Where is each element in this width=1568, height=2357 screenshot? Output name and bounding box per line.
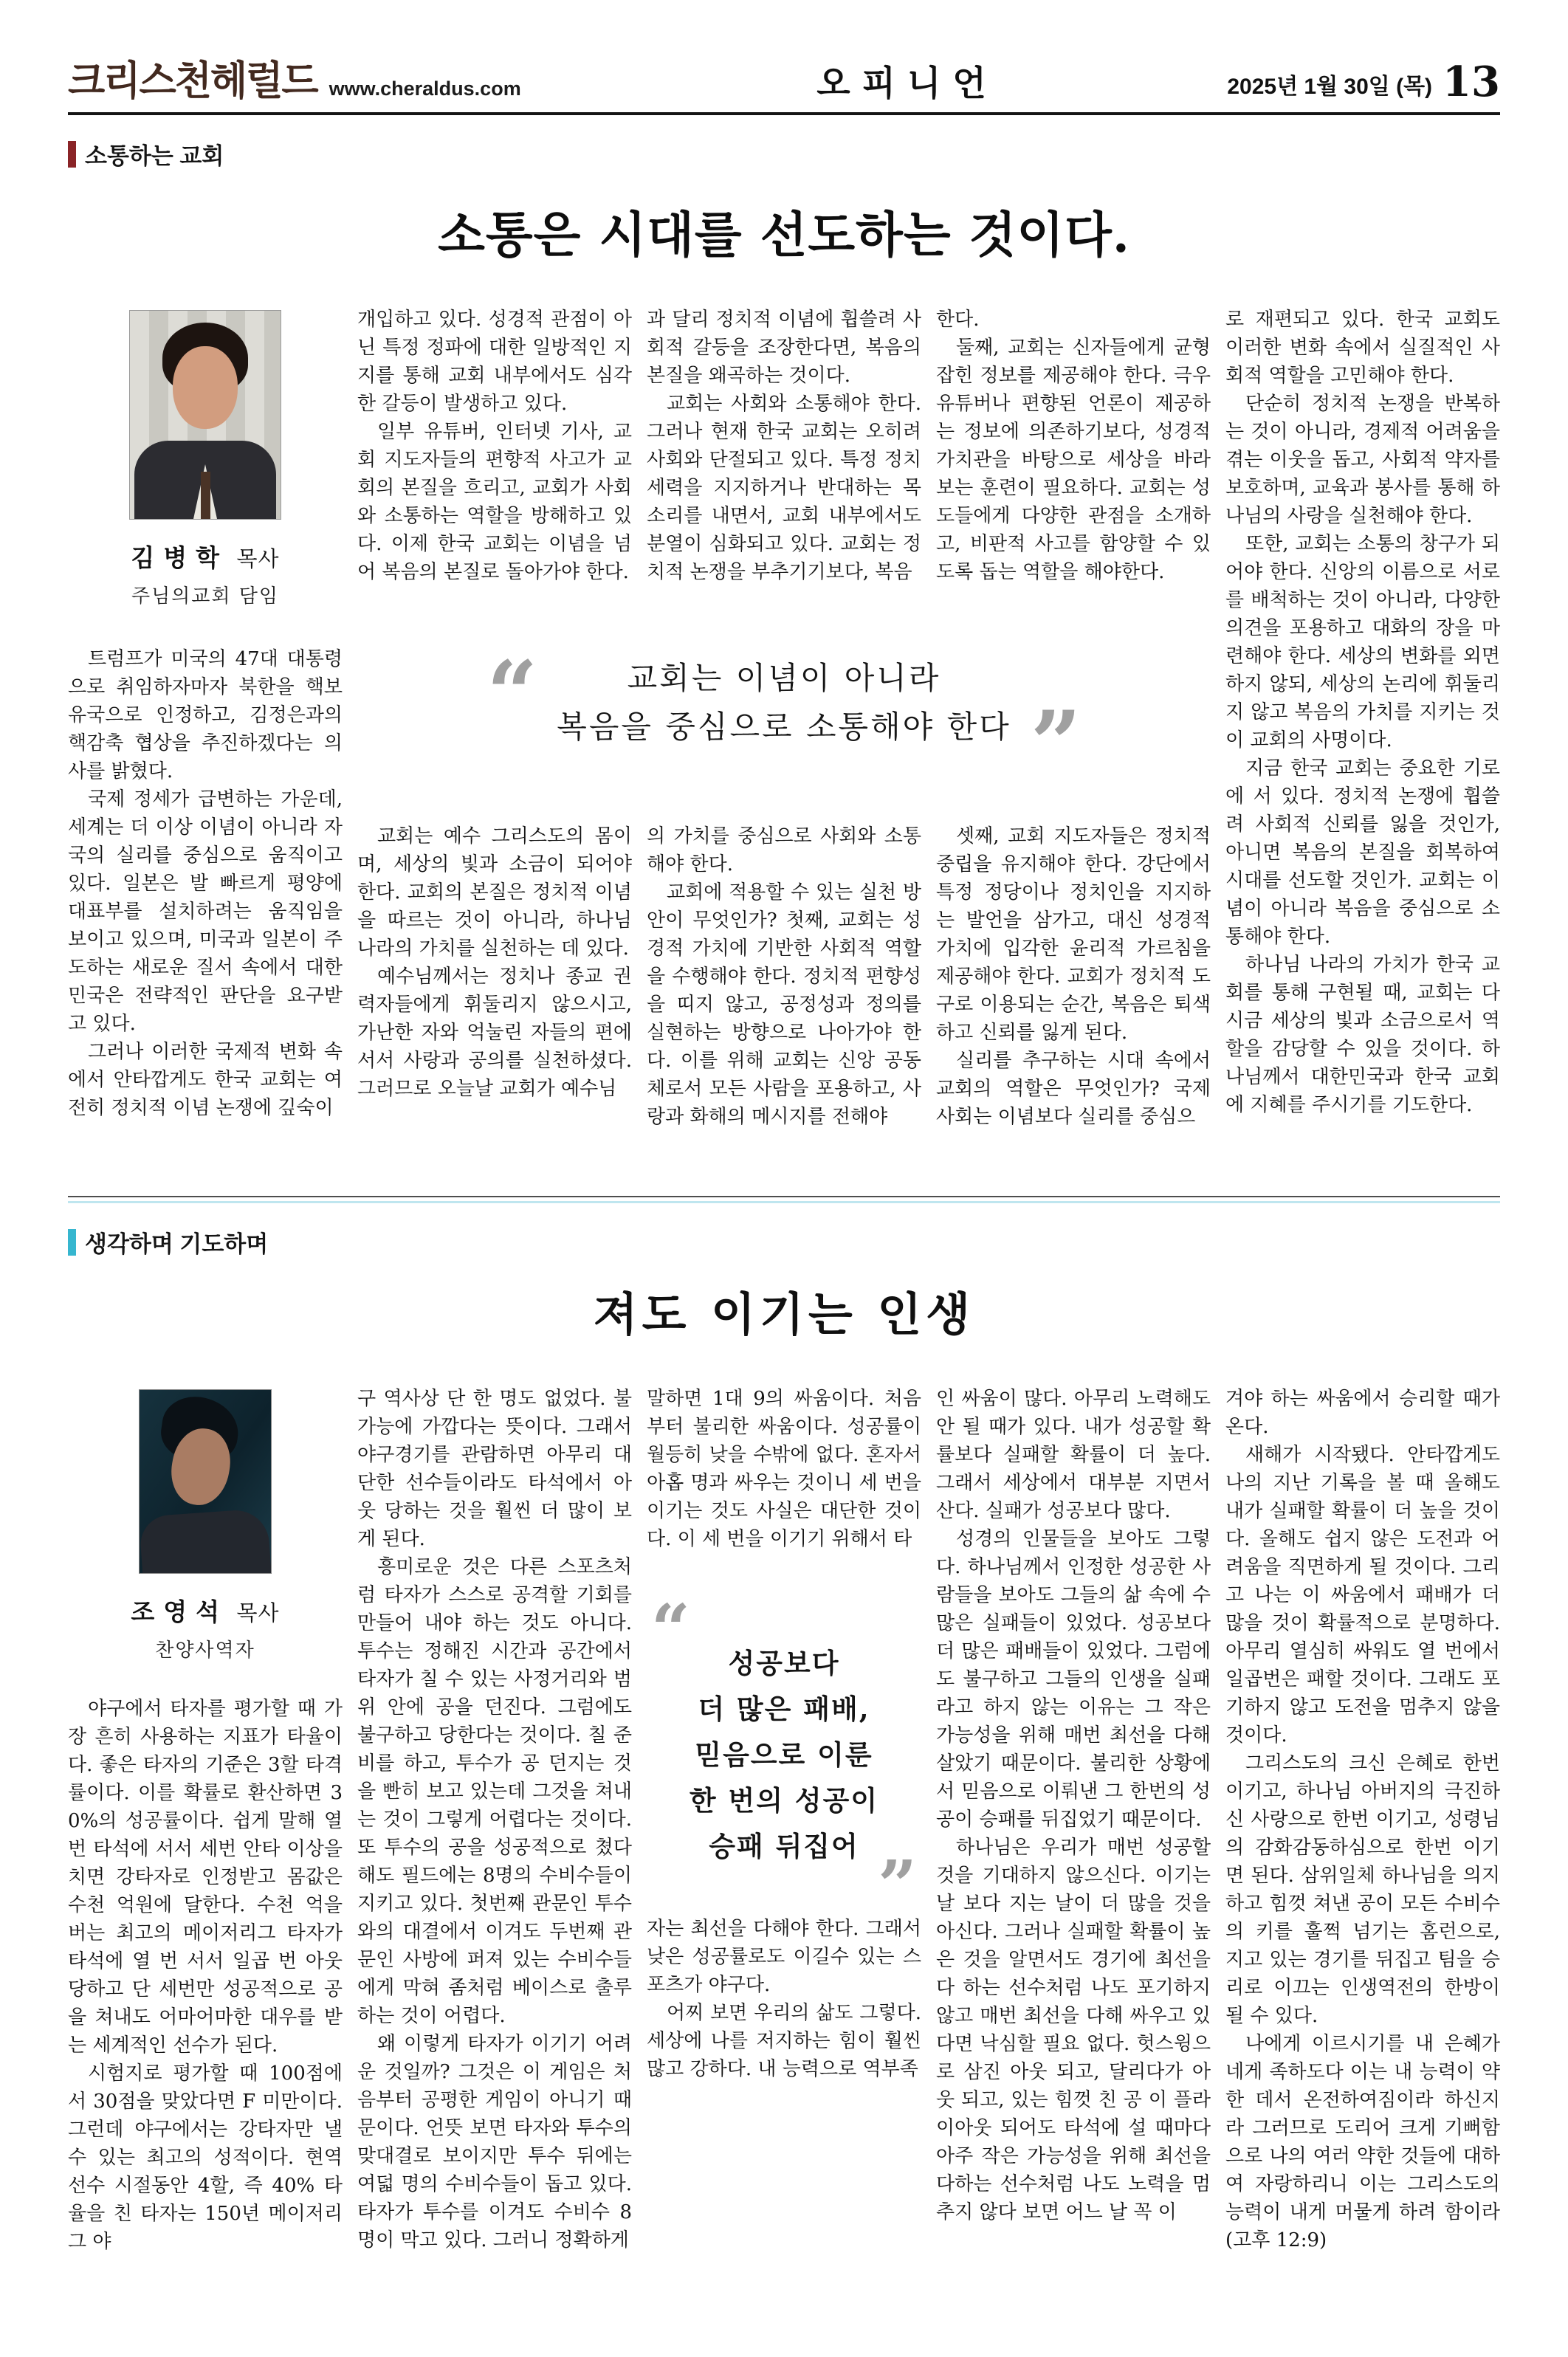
close-quote-icon: ”: [878, 1845, 917, 1925]
paragraph: 그러나 이러한 국제적 변화 속에서 안타깝게도 한국 교회는 여전히 정치적 이념 논쟁에 깊숙이: [68, 1041, 343, 1119]
paragraph: 한 번의 성공이: [689, 1784, 879, 1817]
pull-quote-1-text: [557, 654, 1011, 751]
paragraph: 야구에서 타자를 평가할 때 가장 흔히 사용하는 지표가 타율이다. 좋은 타자의 기준은 3할 타격률이다. 이를 확률로 환산하면 30%의 성공률이다. 쉽게 말해 열 번 타석에 서서 세번 안타 이상을 치면 강타자로 인정받고 몸값은 수천 억원에 달한다. 수천 억을 버는 최고의 메이저리그 타자가 타석에 열 번 서서 일곱 번 아웃 당하고 단 세번만 성공적으로 공을 쳐내도 어마어마한 대우를 받는 세계적인 선수가 된다.: [68, 1698, 343, 2057]
paragraph: 교회는 이념이 아니라: [627, 660, 941, 696]
article-2-col1-text: [68, 1695, 343, 2256]
section-accent-bar-red: [68, 141, 76, 168]
pull-quote-1: [379, 641, 1189, 796]
paragraph: 새해가 시작됐다. 안타깝게도 나의 지난 기록을 볼 때 올해도 내가 실패할 확률이 더 높을 것이다. 올해도 쉽지 않은 도전과 어려움을 직면하게 될 것이다. 그리고 나는 이 싸움에서 패배가 더 많을 것이 확률적으로 분명하다. 아무리 열심히 싸워도 열 번에서 일곱번은 패할 것이다. 그래도 포기하지 않고 도전을 멈추지 않을 것이다.: [1225, 1444, 1500, 1747]
section-label-1-text: 소통하는 교회: [85, 143, 224, 169]
author-1-name: 김병학 목사: [131, 543, 280, 572]
article-2-title: 져도 이기는 인생: [593, 1287, 975, 1341]
paragraph: 겨야 하는 싸움에서 승리할 때가 온다.: [1225, 1388, 1500, 1438]
paragraph: 의 가치를 중심으로 사회와 소통해야 한다.: [647, 825, 921, 875]
article-1-bottom-band: [357, 822, 1211, 1131]
section-label-2: [68, 1225, 1500, 1259]
author-2-name: 조영석 목사: [131, 1597, 280, 1626]
author-2-photo: [139, 1389, 272, 1574]
paragraph: 복음을 중심으로 소통해야 한다: [557, 709, 1011, 745]
article-1-title: 소통은 시대를 선도하는 것이다.: [438, 206, 1130, 264]
author-2-figure: [68, 1389, 343, 1662]
author-1-photo: [129, 310, 281, 520]
paragraph: 하나님은 우리가 매번 성공할 것을 기대하지 않으신다. 이기는 날 보다 지는 날이 더 많을 것을 아신다. 그러나 실패할 확률이 높은 것을 알면서도 경기에 최선을 다 하는 선수처럼 나도 포기하지 않고 매번 최선을 다해 싸우고 있다면 낙심할 필요 없다. 헛스윙으로 삼진 아웃 되고, 달리다가 아웃 되고, 있는 힘껏 친 공 이 플라이아웃 되어도 타석에 설 때마다 아주 작은 가능성을 위해 최선을 다하는 선수처럼 나도 노력을 멈추지 않다 보면 어느 날 꼭 이: [936, 1837, 1211, 2223]
article-communication-church: [68, 137, 1500, 1190]
masthead-right: [1227, 57, 1500, 106]
close-quote-icon: ”: [1030, 692, 1082, 796]
article-2-column-4: [936, 1385, 1211, 2306]
page-section-title: 오피니언: [816, 63, 998, 103]
paragraph: 성경의 인물들을 보아도 그렇다. 하나님께서 인정한 성공한 사람들을 보아도 그들의 삶 속에 수많은 실패들이 있었다. 성공보다 더 많은 패배들이 있었다. 그럼에도 불구하고 그들의 인생을 실패라고 하지 않는 이유는 그 작은 가능성을 위해 매번 최선을 다해 살았기 때문이다. 불리한 상황에서 믿음으로 이뤄낸 그 한번의 성공이 승패를 뒤집었기 때문이다.: [936, 1528, 1211, 1831]
section-label-1: [68, 137, 1500, 171]
paragraph: 인 싸움이 많다. 아무리 노력해도 안 될 때가 있다. 내가 성공할 확률보다 실패할 확률이 더 높다. 그래서 세상에서 대부분 지면서 산다. 실패가 성공보다 많다.: [936, 1388, 1211, 1522]
website-url: www.cheraldus.com: [329, 78, 521, 100]
paragraph: 그리스도의 크신 은혜로 한번 이기고, 하나님 아버지의 극진하신 사랑으로 한번 이기고, 성령님의 감화감동하심으로 한번 이기면 된다. 삼위일체 하나님을 의지하고 힘껏 쳐낸 공이 모든 수비수의 키를 훌쩍 넘기는 홈런으로, 지고 있는 경기를 뒤집고 팀을 승리로 이끄는 인생역전의 한방이 될 수 있다.: [1225, 1752, 1500, 2027]
section-accent-bar-cyan: [68, 1229, 76, 1256]
photo-face: [173, 346, 238, 429]
article-2-column-3: [647, 1385, 921, 2306]
masthead: [68, 57, 1500, 115]
article-2-col3-top: [647, 1385, 921, 1553]
article-2-body: [68, 1385, 1500, 2306]
paragraph: 교회에 적용할 수 있는 실천 방안이 무엇인가? 첫째, 교회는 성경적 가치에 기반한 사회적 역할을 수행해야 한다. 정치적 편향성을 띠지 않고, 공정성과 정의를 실현하는 방향으로 나아가야 한다. 이를 위해 교회는 신앙 공동체로서 모든 사람을 포용하고, 사랑과 화해의 메시지를 전해야: [647, 881, 921, 1128]
paragraph: 구 역사상 단 한 명도 없었다. 불가능에 가깝다는 뜻이다. 그래서 야구경기를 관람하면 아무리 대단한 선수들이라도 타석에서 아웃 당하는 것을 훨씬 더 많이 보게 된다.: [357, 1388, 632, 1550]
section-label-2-text: 생각하며 기도하며: [85, 1231, 269, 1257]
pull-quote-2-text: [654, 1640, 914, 1869]
paragraph: 나에게 이르시기를 내 은혜가 네게 족하도다 이는 내 능력이 약한 데서 온전하여짐이라 하신지라 그러므로 도리어 크게 기뻐함으로 나의 여러 약한 것들에 대하여 자랑하리니 이는 그리스도의 능력이 내게 머물게 하려 함이라 (고후 12:9): [1225, 2033, 1500, 2251]
paragraph: 단순히 정치적 논쟁을 반복하는 것이 아니라, 경제적 어려움을 겪는 이웃을 돕고, 사회적 약자를 보호하며, 교육과 봉사를 통해 하나님의 사랑을 실천해야 한다.: [1225, 393, 1500, 527]
article-1-column-2-bottom: [357, 822, 632, 1131]
paragraph: 둘째, 교회는 신자들에게 균형 잡힌 정보를 제공해야 한다. 극우 유튜버나 편향된 언론이 제공하는 정보에 의존하기보다, 성경적 가치관을 바탕으로 세상을 바라보는 훈련이 필요하다. 교회는 성도들에게 다양한 관점을 소개하고, 비판적 사고를 함양할 수 있도록 돕는 역할을 해야한다.: [936, 337, 1211, 583]
masthead-left: [68, 58, 521, 104]
paragraph: 국제 정세가 급변하는 가운데, 세계는 더 이상 이념이 아니라 자국의 실리를 중심으로 움직이고 있다. 일본은 발 빠르게 평양에 대표부를 설치하려는 움직임을 보이고 있으며, 미국과 일본이 주도하는 새로운 질서 속에서 대한민국은 전략적인 판단을 요구받고 있다.: [68, 788, 343, 1035]
paragraph: 개입하고 있다. 성경적 관점이 아닌 특정 정파에 대한 일방적인 지지를 통해 교회 내부에서도 심각한 갈등이 발생하고 있다.: [357, 309, 632, 415]
paragraph: 더 많은 패배,: [698, 1693, 870, 1725]
author-2-affiliation: 찬양사역자: [155, 1639, 255, 1662]
paragraph: 로 재편되고 있다. 한국 교회도 이러한 변화 속에서 실질적인 사회적 역할을 고민해야 한다.: [1225, 309, 1500, 387]
article-1-column-4-bottom: [936, 822, 1211, 1131]
paragraph: 하나님 나라의 가치가 한국 교회를 통해 구현될 때, 교회는 다시금 세상의 빛과 소금으로서 역할을 감당할 수 있을 것이다. 하나님께서 대한민국과 한국 교회에 지혜를 주시기를 기도한다.: [1225, 954, 1500, 1116]
paragraph: 믿음으로 이룬: [695, 1738, 873, 1771]
article-1-column-2-top: [357, 306, 632, 586]
paragraph: 교회는 사회와 소통해야 한다. 그러나 현재 한국 교회는 오히려 사회와 단절되고 있다. 특정 정치 세력을 지지하거나 반대하는 목소리를 내면서, 교회 내부에서도 분열이 심화되고 있다. 교회는 정치적 논쟁을 부추기기보다, 복음: [647, 393, 921, 583]
paragraph: 자는 최선을 다해야 한다. 그래서 낮은 성공률로도 이길수 있는 스포츠가 야구다.: [647, 1918, 921, 1996]
article-1-column-3-top: [647, 306, 921, 586]
paragraph: 흥미로운 것은 다른 스포츠처럼 타자가 스스로 공격할 기회를 만들어 내야 하는 것도 아니다. 투수는 정해진 시간과 공간에서 타자가 칠 수 있는 사정거리와 범위 안에 공을 던진다. 그럼에도 불구하고 당한다는 것이다. 칠 준비를 하고, 투수가 공 던지는 것을 빤히 보고 있는데 그것을 쳐내는 것이 그렇게 어렵다는 것이다. 또 투수의 공을 성공적으로 쳤다 해도 필드에는 8명의 수비수들이 지키고 있다. 첫번째 관문인 투수와의 대결에서 이겨도 두번째 관문인 사방에 퍼져 있는 수비수들에게 막혀 좀처럼 베이스로 출루하는 것이 어렵다.: [357, 1556, 632, 2027]
page-number: 13: [1443, 57, 1500, 106]
paragraph: 시험지로 평가할 때 100점에서 30점을 맞았다면 F 미만이다. 그런데 야구에서는 강타자만 낼 수 있는 최고의 성적이다. 현역 선수 시절동안 4할, 즉 40% 타율을 친 타자는 150년 메이저리그 야: [68, 2062, 343, 2253]
paragraph: 과 달리 정치적 이념에 휩쓸려 사회적 갈등을 조장한다면, 복음의 본질을 왜곡하는 것이다.: [647, 309, 921, 387]
paragraph: 실리를 추구하는 시대 속에서 교회의 역할은 무엇인가? 국제 사회는 이념보다 실리를 중심으: [936, 1050, 1211, 1128]
divider-light-rule: [68, 1201, 1500, 1203]
newspaper-logo: 크리스천헤럴드: [68, 58, 317, 104]
article-2-column-5: [1225, 1385, 1500, 2306]
article-1-column-1: [68, 306, 343, 1190]
paragraph: 한다.: [936, 309, 980, 331]
photo-coat: [139, 1508, 272, 1574]
paragraph: 왜 이렇게 타자가 이기기 어려운 것일까? 그것은 이 게임은 처음부터 공평한 게임이 아니기 때문이다. 언뜻 보면 타자와 투수의 맞대결로 보이지만 투수 뒤에는 여덟 명의 수비수들이 돕고 있다. 타자가 투수를 이겨도 수비수 8명이 막고 있다. 그러니 정확하게: [357, 2033, 632, 2251]
photo-tie: [201, 472, 210, 519]
author-1-affiliation: 주님의교회 담임: [131, 585, 280, 608]
paragraph: 트럼프가 미국의 47대 대통령으로 취임하자마자 북한을 핵보유국으로 인정하고, 김정은과의 핵감축 협상을 추진하겠다는 의사를 밝혔다.: [68, 648, 343, 782]
article-1-body: [68, 306, 1500, 1190]
article-1-middle-columns: [357, 306, 1211, 1190]
paragraph: 성공보다: [728, 1647, 840, 1679]
article-1-column-3-bottom: [647, 822, 921, 1131]
paragraph: 셋째, 교회 지도자들은 정치적 중립을 유지해야 한다. 강단에서 특정 정당이나 정치인을 지지하는 발언을 삼가고, 대신 성경적 가치에 입각한 윤리적 가르침을 제공해야 한다. 교회가 정치적 도구로 이용되는 순간, 복음은 퇴색하고 신뢰를 잃게 된다.: [936, 825, 1211, 1044]
paragraph: 어찌 보면 우리의 삶도 그렇다. 세상에 나를 저지하는 힘이 훨씬 많고 강하다. 내 능력으로 역부족: [647, 2002, 921, 2080]
paragraph: 교회는 예수 그리스도의 몸이며, 세상의 빛과 소금이 되어야 한다. 교회의 본질은 정치적 이념을 따르는 것이 아니라, 하나님 나라의 가치를 실천하는 데 있다.: [357, 825, 632, 960]
article-1-column-4-top: [936, 306, 1211, 586]
author-1-figure: [68, 310, 343, 608]
open-quote-icon: “: [486, 641, 538, 746]
open-quote-icon: “: [651, 1589, 690, 1669]
article-1-col1-text: [68, 645, 343, 1122]
paragraph: 말하면 1대 9의 싸움이다. 처음부터 불리한 싸움이다. 성공률이 월등히 낮을 수밖에 없다. 혼자서 아홉 명과 싸우는 것이니 세 번을 이기는 것도 사실은 대단한 것이다. 이 세 번을 이기기 위해서 타: [647, 1388, 921, 1550]
article-winning-life: [68, 1225, 1500, 2306]
paragraph: 예수님께서는 정치나 종교 권력자들에게 휘둘리지 않으시고, 가난한 자와 억눌린 자들의 편에 서서 사랑과 공의를 실천하셨다. 그러므로 오늘날 교회가 예수님: [357, 966, 632, 1100]
issue-date: 2025년 1월 30일 (목): [1227, 75, 1433, 99]
article-1-top-band: [357, 306, 1211, 586]
paragraph: 지금 한국 교회는 중요한 기로에 서 있다. 정치적 논쟁에 휩쓸려 사회적 신뢰를 잃을 것인가, 아니면 복음의 본질을 회복하여 시대를 선도할 것인가. 교회는 이념이 아니라 복음을 중심으로 소통해야 한다.: [1225, 757, 1500, 948]
paragraph: 일부 유튜버, 인터넷 기사, 교회 지도자들의 편향적 사고가 교회의 본질을 흐리고, 교회가 사회와 소통하는 역할을 방해하고 있다. 이제 한국 교회는 이념을 넘어 복음의 본질로 돌아가야 한다.: [357, 421, 632, 583]
article-2-column-2: [357, 1385, 632, 2306]
article-1-column-5: [1225, 306, 1500, 1190]
article-divider: [68, 1196, 1500, 1203]
divider-dark-rule: [68, 1196, 1500, 1197]
pull-quote-2: [651, 1589, 917, 1925]
article-2-col3-bottom: [647, 1915, 921, 2083]
article-2-column-1: [68, 1385, 343, 2306]
paragraph: 승패 뒤집어: [709, 1830, 859, 1862]
paragraph: 또한, 교회는 소통의 창구가 되어야 한다. 신앙의 이름으로 서로를 배척하는 것이 아니라, 다양한 의견을 포용하고 대화의 장을 마련해야 한다. 세상의 변화를 외면하지 않되, 세상의 논리에 휘둘리지 않고 복음의 가치를 지키는 것이 교회의 사명이다.: [1225, 533, 1500, 751]
